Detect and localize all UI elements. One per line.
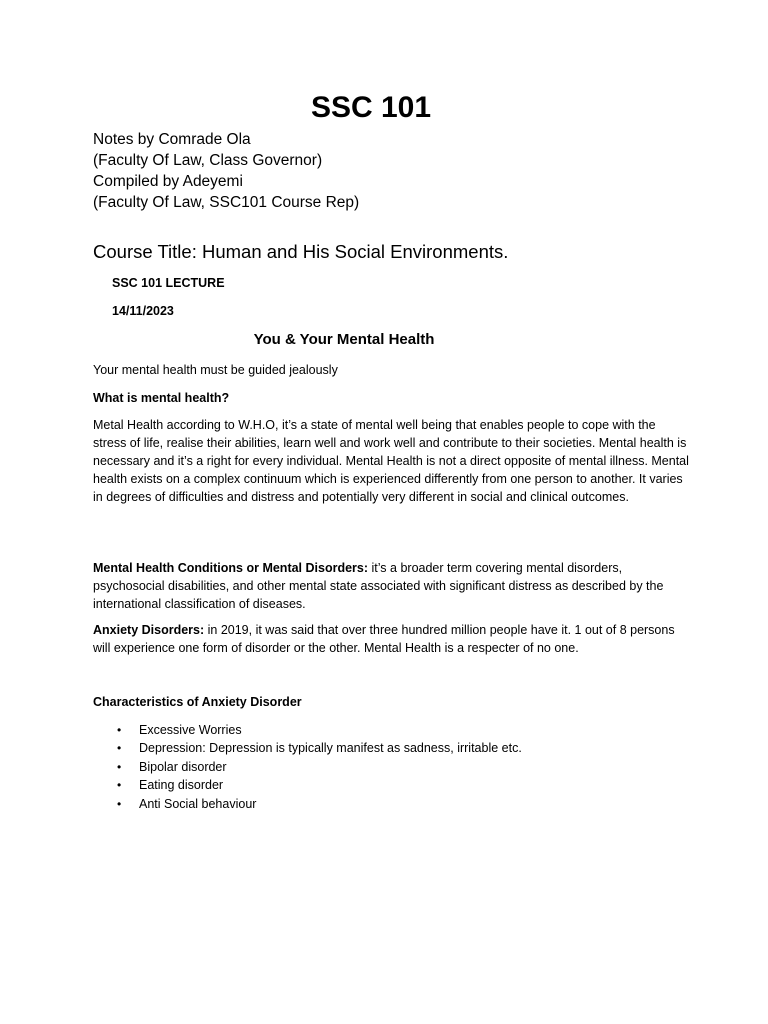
compiler-role-line: (Faculty Of Law, SSC101 Course Rep) xyxy=(93,194,360,211)
conditions-paragraph xyxy=(93,559,689,613)
compiler-line: Compiled by Adeyemi xyxy=(93,173,243,190)
question-heading: What is mental health? xyxy=(93,391,230,405)
bullet-icon: • xyxy=(117,759,122,774)
author-line: Notes by Comrade Ola xyxy=(93,131,251,148)
anxiety-text: in 2019, it was said that over three hundred million people have it. 1 out of 8 persons will experience one form of disorder or the other. Mental Health is a respecter of no one. xyxy=(93,623,675,655)
conditions-term: Mental Health Conditions or Mental Disorders: xyxy=(93,561,369,575)
author-role-line: (Faculty Of Law, Class Governor) xyxy=(93,152,323,169)
list-item-text: Bipolar disorder xyxy=(139,759,227,774)
lecture-date: 14/11/2023 xyxy=(112,304,174,318)
lecture-label: SSC 101 LECTURE xyxy=(112,276,225,290)
list-item xyxy=(93,739,689,757)
bullet-icon: • xyxy=(117,741,122,756)
anxiety-term: Anxiety Disorders: xyxy=(93,623,205,637)
bullet-icon: • xyxy=(117,723,122,737)
intro-paragraph: Your mental health must be guided jealously xyxy=(93,363,338,377)
list-item-text: Anti Social behaviour xyxy=(139,796,257,811)
definition-paragraph: Metal Health according to W.H.O, it’s a state of mental well being that enables people to cope with the stress of life, realise their abilities, learn well and work well and contribute to their societies. Mental health is necessary and it’s a right for every individual. Mental Health is not a direct opposite of mental illness. Mental health exists on a complex continuum which is experienced differently from one person to another. It varies in degrees of difficulties and distress and potentially very different in social and clinical outcomes. xyxy=(93,418,689,504)
document-title: SSC 101 xyxy=(310,91,432,124)
list-item xyxy=(93,776,689,794)
list-item xyxy=(93,721,689,739)
characteristics-heading: Characteristics of Anxiety Disorder xyxy=(93,695,302,709)
conditions-text: it’s a broader term covering mental disorders, psychosocial disabilities, and other mental state associated with significant distress as described by the international classification of diseases. xyxy=(93,561,664,611)
list-item-text: Eating disorder xyxy=(139,778,224,793)
anxiety-paragraph xyxy=(93,621,689,657)
list-item-text: Depression: Depression is typically manifest as sadness, irritable etc. xyxy=(139,741,522,756)
characteristics-list xyxy=(93,721,689,813)
bullet-icon: • xyxy=(117,778,122,793)
list-item xyxy=(93,758,689,776)
course-title: Course Title: Human and His Social Environments. xyxy=(93,241,509,262)
section-title: You & Your Mental Health xyxy=(253,331,435,348)
list-item xyxy=(93,795,689,813)
bullet-icon: • xyxy=(117,796,122,811)
list-item-text: Excessive Worries xyxy=(139,723,242,737)
author-block xyxy=(93,129,693,213)
